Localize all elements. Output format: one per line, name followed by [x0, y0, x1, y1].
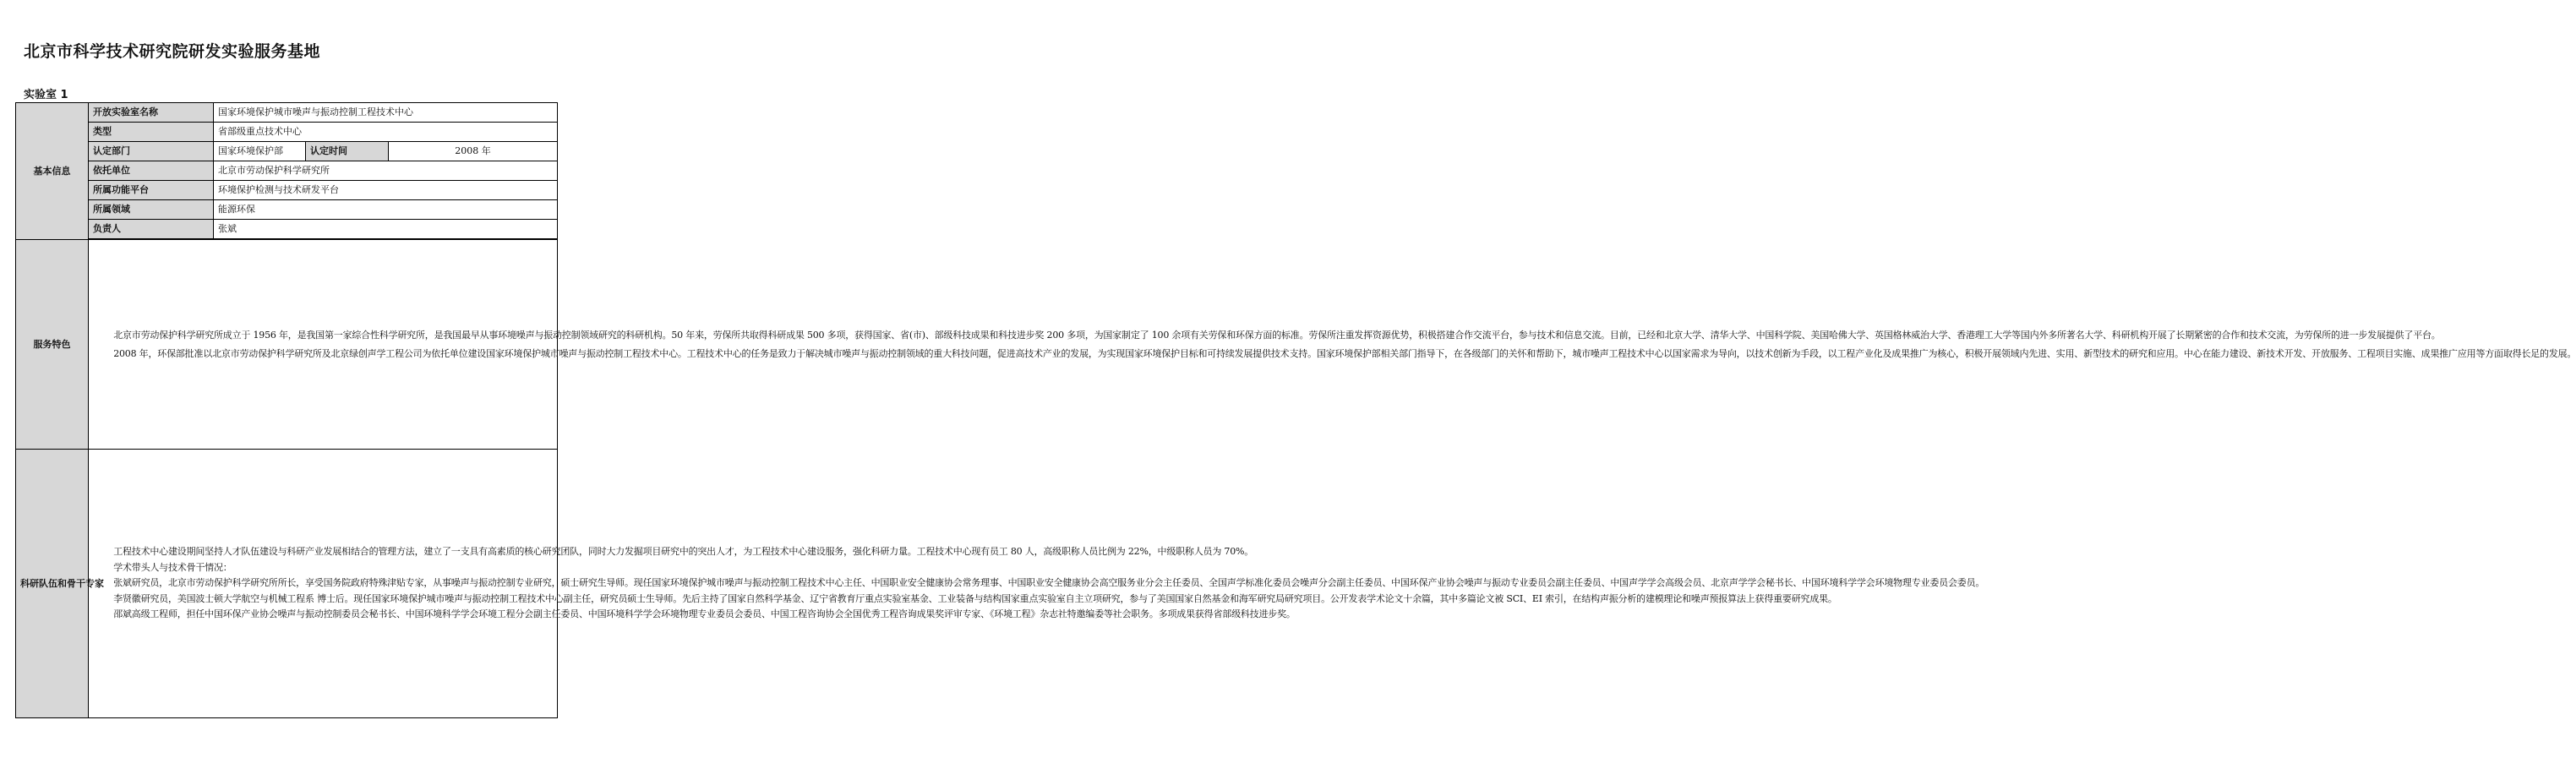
field-leader: 负责人: [89, 220, 214, 239]
team-paragraph-5: 邵斌高级工程师，担任中国环保产业协会噪声与振动控制委员会秘书长、中国环境科学学会环境工程分会副主任委员、中国环境科学学会环境物理专业委员会委员、中国工程咨询协会全国优秀工程咨询成果奖评审专家、《环境工程》杂志社特邀编委等社会职务。多项成果获得省部级科技进步奖。: [113, 608, 1296, 620]
section-basic-info: 基本信息: [16, 103, 89, 240]
row-lab-name: [16, 103, 558, 123]
row-type: [16, 123, 558, 142]
field-lab-name: 开放实验室名称: [89, 103, 214, 123]
service-paragraph-1: 北京市劳动保护科学研究所成立于 1956 年，是我国第一家综合性科学研究所，是我国最早从事环境噪声与振动控制领域研究的科研机构。50 年来，劳保所共取得科研成果 500 多项，获得国家、省(市)、部级科技成果和科技进步奖 200 多项，为国家制定了 100 余项有关劳保和环保方面的标准。劳保所注重发挥资源优势，积极搭建合作交流平台，参与技术和信息交流。目前，已经和北京大学、清华大学、中国科学院、美国哈佛大学、英国格林威治大学、香港理工大学等国内外多所著名大学、科研机构开展了长期紧密的合作和技术交流，为劳保所的进一步发展提供了平台。: [113, 329, 2441, 341]
row-leader: [16, 220, 558, 239]
row-host-unit: [16, 161, 558, 181]
value-leader: 张斌: [214, 220, 558, 239]
row-cert: [16, 142, 558, 161]
page-title: 北京市科学技术研究院研发实验服务基地: [24, 42, 321, 61]
lab-heading: 实验室 1: [24, 89, 68, 101]
service-paragraph-2: 2008 年，环保部批准以北京市劳动保护科学研究所及北京绿创声学工程公司为依托单位建设国家环境保护城市噪声与振动控制工程技术中心。工程技术中心的任务是致力于解决城市噪声与振动控制领域的重大科技问题，促进高技术产业的发展，为实现国家环境保护目标和可持续发展提供技术支持。国家环境保护部相关部门指导下，在各级部门的关怀和帮助下，城市噪声工程技术中心以国家需求为导向，以技术创新为手段，以工程产业化及成果推广为核心，积极开展领域内先进、实用、新型技术的研究和应用。中心在能力建设、新技术开发、开放服务、工程项目实施、成果推广应用等方面取得长足的发展。: [113, 347, 2576, 359]
row-team: [16, 450, 558, 718]
team-text: [89, 450, 1985, 718]
section-service: 服务特色: [16, 240, 89, 450]
value-host-unit: 北京市劳动保护科学研究所: [214, 161, 558, 181]
value-platform: 环境保护检测与技术研发平台: [214, 181, 558, 200]
value-lab-name: 国家环境保护城市噪声与振动控制工程技术中心: [214, 103, 558, 123]
section-team: 科研队伍和骨干专家: [16, 450, 89, 718]
team-paragraph-3: 张斌研究员，北京市劳动保护科学研究所所长，享受国务院政府特殊津贴专家，从事噪声与振动控制专业研究，硕士研究生导师。现任国家环境保护城市噪声与振动控制工程技术中心主任、中国职业安全健康协会常务理事、中国职业安全健康协会高空服务业分会主任委员、全国声学标准化委员会噪声分会副主任委员、中国环保产业协会噪声与振动专业委员会副主任委员、中国声学学会高级会员、北京声学学会秘书长、中国环境科学学会环境物理专业委员会委员。: [113, 577, 1985, 589]
field-host-unit: 依托单位: [89, 161, 214, 181]
lab-info-table: [15, 102, 2576, 718]
row-field: [16, 200, 558, 220]
field-cert-dept: 认定部门: [89, 142, 214, 161]
team-paragraph-2: 学术带头人与技术骨干情况：: [113, 561, 232, 573]
value-domain: 能源环保: [214, 200, 558, 220]
service-text: [89, 240, 2576, 450]
field-domain: 所属领域: [89, 200, 214, 220]
value-cert-dept: 国家环境保护部: [214, 142, 306, 161]
value-cert-time: 2008 年: [389, 142, 558, 161]
field-cert-time: 认定时间: [306, 142, 389, 161]
team-paragraph-4: 李贤徽研究员，美国波士顿大学航空与机械工程系 博士后。现任国家环境保护城市噪声与振动控制工程技术中心副主任，研究员硕士生导师。先后主持了国家自然科学基金、辽宁省教育厅重点实验室基金、工业装备与结构国家重点实验室自主立项研究，参与了美国国家自然基金和海军研究局研究项目。公开发表学术论文十余篇，其中多篇论文被 SCI、EI 索引，在结构声振分析的建模理论和噪声预报算法上获得重要研究成果。: [113, 592, 1837, 604]
field-platform: 所属功能平台: [89, 181, 214, 200]
team-paragraph-1: 工程技术中心建设期间坚持人才队伍建设与科研产业发展相结合的管理方法，建立了一支具有高素质的核心研究团队，同时大力发掘项目研究中的突出人才，为工程技术中心建设服务，强化科研力量。工程技术中心现有员工 80 人，高级职称人员比例为 22%，中级职称人员为 70%。: [113, 546, 1254, 558]
row-service: [16, 240, 558, 450]
value-type: 省部级重点技术中心: [214, 123, 558, 142]
field-type: 类型: [89, 123, 214, 142]
row-platform: [16, 181, 558, 200]
